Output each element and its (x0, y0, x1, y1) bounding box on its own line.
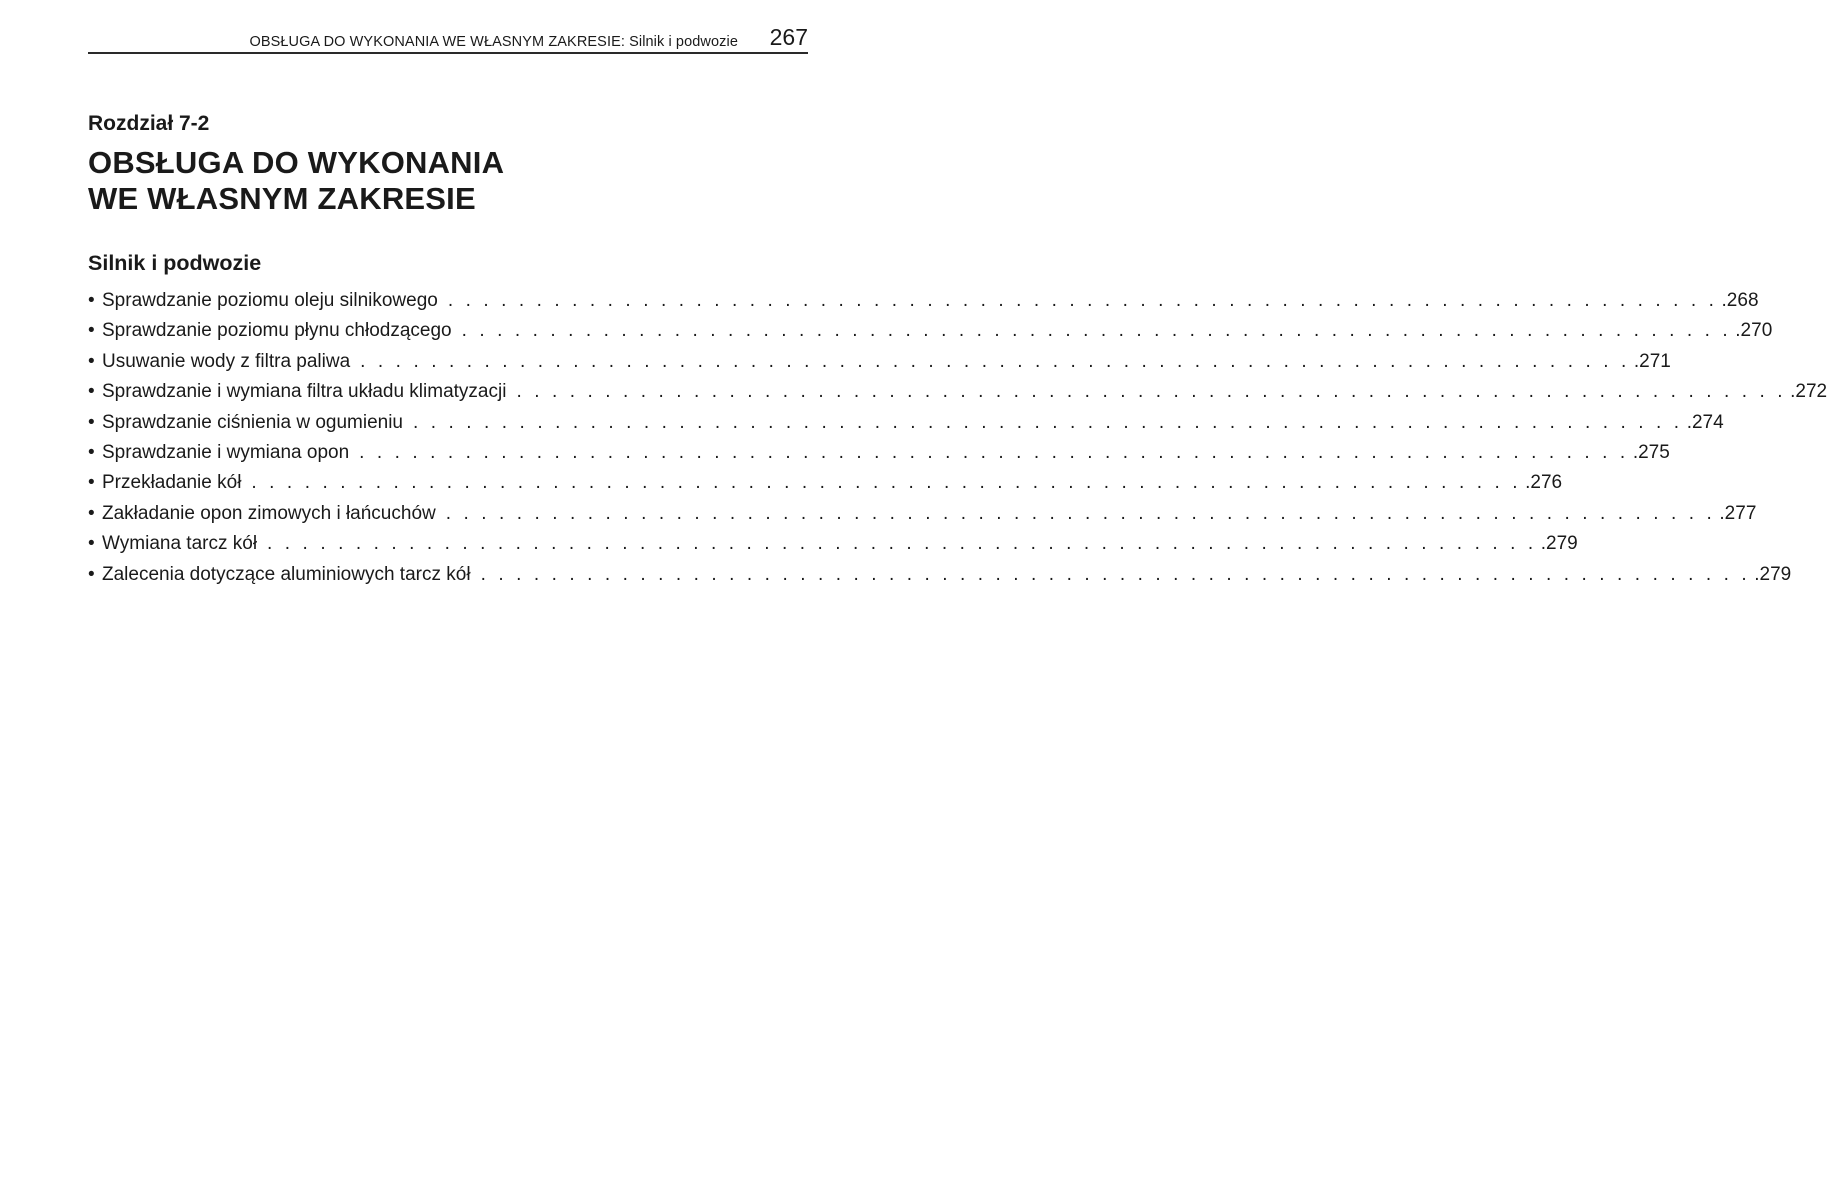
toc-item-page: .271 (1633, 350, 1671, 372)
toc-item[interactable] (88, 347, 1671, 377)
bullet-icon: • (88, 350, 95, 372)
toc-item-label: Sprawdzanie poziomu oleju silnikowego (102, 290, 438, 311)
toc-item-label: Zalecenia dotyczące aluminiowych tarcz kół (102, 563, 471, 585)
bullet-icon: • (88, 290, 95, 311)
toc-item[interactable] (88, 286, 1759, 316)
bullet-icon: • (88, 441, 95, 463)
toc-item-label: Sprawdzanie poziomu płynu chłodzącego (102, 320, 452, 342)
toc-item[interactable] (88, 468, 1563, 498)
bullet-icon: • (88, 381, 95, 403)
toc-item-page: .274 (1686, 411, 1724, 433)
bullet-icon: • (88, 320, 95, 342)
bullet-icon: • (88, 533, 95, 555)
running-title: OBSŁUGA DO WYKONANIA WE WŁASNYM ZAKRESIE: Silnik i podwozie (249, 34, 738, 50)
toc-item-label: Usuwanie wody z filtra paliwa (102, 350, 351, 372)
toc-item[interactable] (88, 438, 1670, 468)
dot-leader: . . . . . . . . . . . . . . . . . . . . . . . . . . . . . . . . . . . . . . . . . . . . . . . . . . . . . . . . . . . . . . . . . . . . . . . . (445, 502, 1716, 524)
running-header (88, 24, 808, 54)
toc-item-page: .275 (1632, 441, 1670, 463)
page-number: 267 (769, 24, 808, 50)
chapter-title-line-2: WE WŁASNYM ZAKRESIE (88, 181, 476, 216)
toc-item-page: .272 (1790, 381, 1827, 403)
toc-item-label: Sprawdzanie ciśnienia w ogumieniu (102, 411, 404, 433)
dot-leader: . . . . . . . . . . . . . . . . . . . . . . . . . . . . . . . . . . . . . . . . . . . . . . . . . . . . . . . . . . . . . . . . . . . . . . . . (480, 563, 1751, 585)
dot-leader: . . . . . . . . . . . . . . . . . . . . . . . . . . . . . . . . . . . . . . . . . . . . . . . . . . . . . . . . . . . . . . . . . . . . . . . . (447, 290, 1718, 311)
toc-item-page: .268 (1721, 290, 1759, 311)
bullet-icon: • (88, 502, 95, 524)
dot-leader: . . . . . . . . . . . . . . . . . . . . . . . . . . . . . . . . . . . . . . . . . . . . . . . . . . . . . . . . . . . . . . . . . . . . . . . . (413, 411, 1683, 433)
chapter-title-line-1: OBSŁUGA DO WYKONANIA (88, 145, 505, 180)
chapter-label: Rozdział 7-2 (88, 112, 210, 135)
bullet-icon: • (88, 411, 95, 433)
toc-item-label: Przekładanie kół (102, 472, 242, 494)
toc-item-page: .270 (1735, 320, 1773, 342)
toc-item-label: Wymiana tarcz kół (102, 533, 258, 555)
toc-item-page: .279 (1540, 533, 1578, 555)
toc-item-label: Sprawdzanie i wymiana opon (102, 441, 350, 463)
section-title: Silnik i podwozie (88, 251, 262, 275)
dot-leader: . . . . . . . . . . . . . . . . . . . . . . . . . . . . . . . . . . . . . . . . . . . . . . . . . . . . . . . . . . . . . . . . . . . . . . . . (359, 441, 1629, 463)
dot-leader: . . . . . . . . . . . . . . . . . . . . . . . . . . . . . . . . . . . . . . . . . . . . . . . . . . . . . . . . . . . . . . . . . . . . . . . . (516, 381, 1787, 403)
toc-item-label: Zakładanie opon zimowych i łańcuchów (102, 502, 436, 524)
bullet-icon: • (88, 472, 95, 494)
toc-item[interactable] (88, 560, 1792, 590)
toc-item[interactable] (88, 529, 1578, 559)
dot-leader: . . . . . . . . . . . . . . . . . . . . . . . . . . . . . . . . . . . . . . . . . . . . . . . . . . . . . . . . . . . . . . . . . . . . . . . . (267, 533, 1537, 555)
toc-item[interactable] (88, 316, 1773, 346)
table-of-contents (88, 286, 1827, 590)
chapter-title (88, 145, 504, 217)
dot-leader: . . . . . . . . . . . . . . . . . . . . . . . . . . . . . . . . . . . . . . . . . . . . . . . . . . . . . . . . . . . . . . . . . . . . . . . . (251, 472, 1522, 494)
dot-leader: . . . . . . . . . . . . . . . . . . . . . . . . . . . . . . . . . . . . . . . . . . . . . . . . . . . . . . . . . . . . . . . . . . . . . . . . (360, 350, 1630, 372)
toc-item[interactable] (88, 408, 1724, 438)
toc-item-page: .279 (1754, 563, 1792, 585)
toc-item-label: Sprawdzanie i wymiana filtra układu klimatyzacji (102, 381, 507, 403)
toc-item-page: .276 (1525, 472, 1563, 494)
toc-item[interactable] (88, 377, 1827, 407)
toc-item[interactable] (88, 499, 1757, 529)
bullet-icon: • (88, 563, 95, 585)
dot-leader: . . . . . . . . . . . . . . . . . . . . . . . . . . . . . . . . . . . . . . . . . . . . . . . . . . . . . . . . . . . . . . . . . . . . . . . . (461, 320, 1732, 342)
toc-item-page: .277 (1719, 502, 1757, 524)
